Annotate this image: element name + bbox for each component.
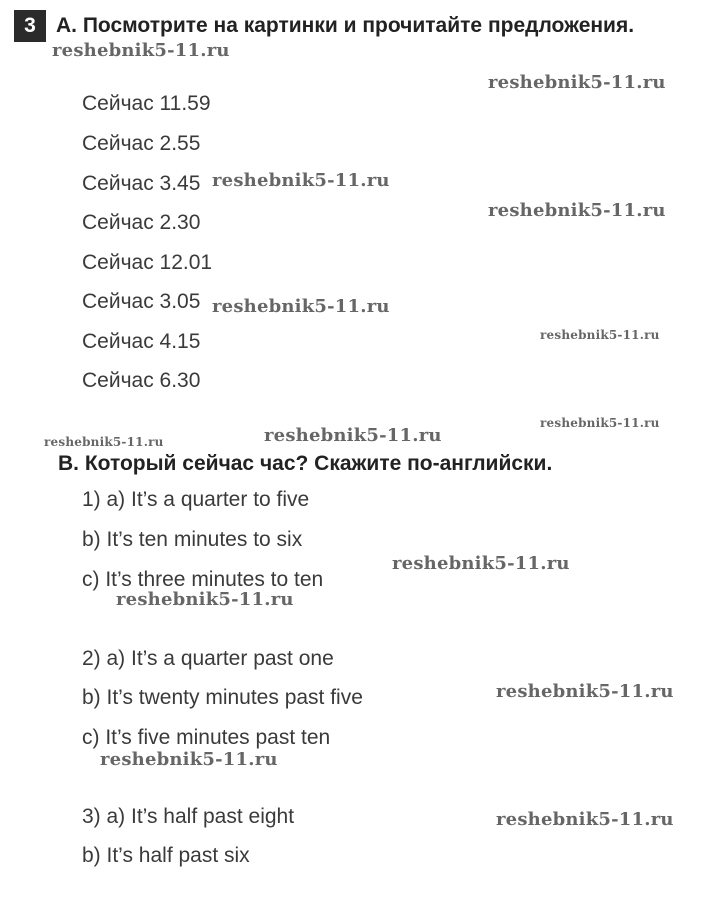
watermark: reshebnik5-11.ru: [496, 681, 674, 702]
part-a-line-7: Сейчас 4.15: [82, 330, 201, 353]
watermark: reshebnik5-11.ru: [52, 40, 230, 61]
part-a-line-4: Сейчас 2.30: [82, 211, 201, 234]
part-b-line-8: b) It’s half past six: [82, 844, 250, 867]
task-number-badge: 3: [14, 10, 46, 42]
part-a-line-8: Сейчас 6.30: [82, 369, 201, 392]
watermark: reshebnik5-11.ru: [488, 200, 666, 221]
watermark: reshebnik5-11.ru: [540, 416, 660, 430]
part-b-line-4: 2) a) It’s a quarter past one: [82, 647, 334, 670]
watermark: reshebnik5-11.ru: [44, 435, 164, 449]
part-b-line-5: b) It’s twenty minutes past five: [82, 686, 363, 709]
part-b-line-1: 1) a) It’s a quarter to five: [82, 488, 310, 511]
part-b-line-3: c) It’s three minutes to ten: [82, 568, 324, 591]
watermark: reshebnik5-11.ru: [540, 328, 660, 342]
part-a-line-3: Сейчас 3.45: [82, 172, 201, 195]
watermark: reshebnik5-11.ru: [212, 170, 390, 191]
part-b-title: B. Который сейчас час? Скажите по-английски.: [58, 452, 553, 475]
watermark: reshebnik5-11.ru: [116, 589, 294, 610]
part-b-line-6: c) It’s five minutes past ten: [82, 726, 331, 749]
part-a-title: A. Посмотрите на картинки и прочитайте предложения.: [56, 14, 635, 37]
watermark: reshebnik5-11.ru: [392, 553, 570, 574]
part-a-line-6: Сейчас 3.05: [82, 290, 201, 313]
part-a-line-2: Сейчас 2.55: [82, 132, 201, 155]
watermark: reshebnik5-11.ru: [264, 425, 442, 446]
part-b-line-2: b) It’s ten minutes to six: [82, 528, 303, 551]
watermark: reshebnik5-11.ru: [100, 749, 278, 770]
watermark: reshebnik5-11.ru: [496, 809, 674, 830]
part-b-line-7: 3) a) It’s half past eight: [82, 805, 295, 828]
part-a-line-5: Сейчас 12.01: [82, 251, 213, 274]
part-a-line-1: Сейчас 11.59: [82, 92, 211, 115]
watermark: reshebnik5-11.ru: [488, 72, 666, 93]
watermark: reshebnik5-11.ru: [212, 296, 390, 317]
